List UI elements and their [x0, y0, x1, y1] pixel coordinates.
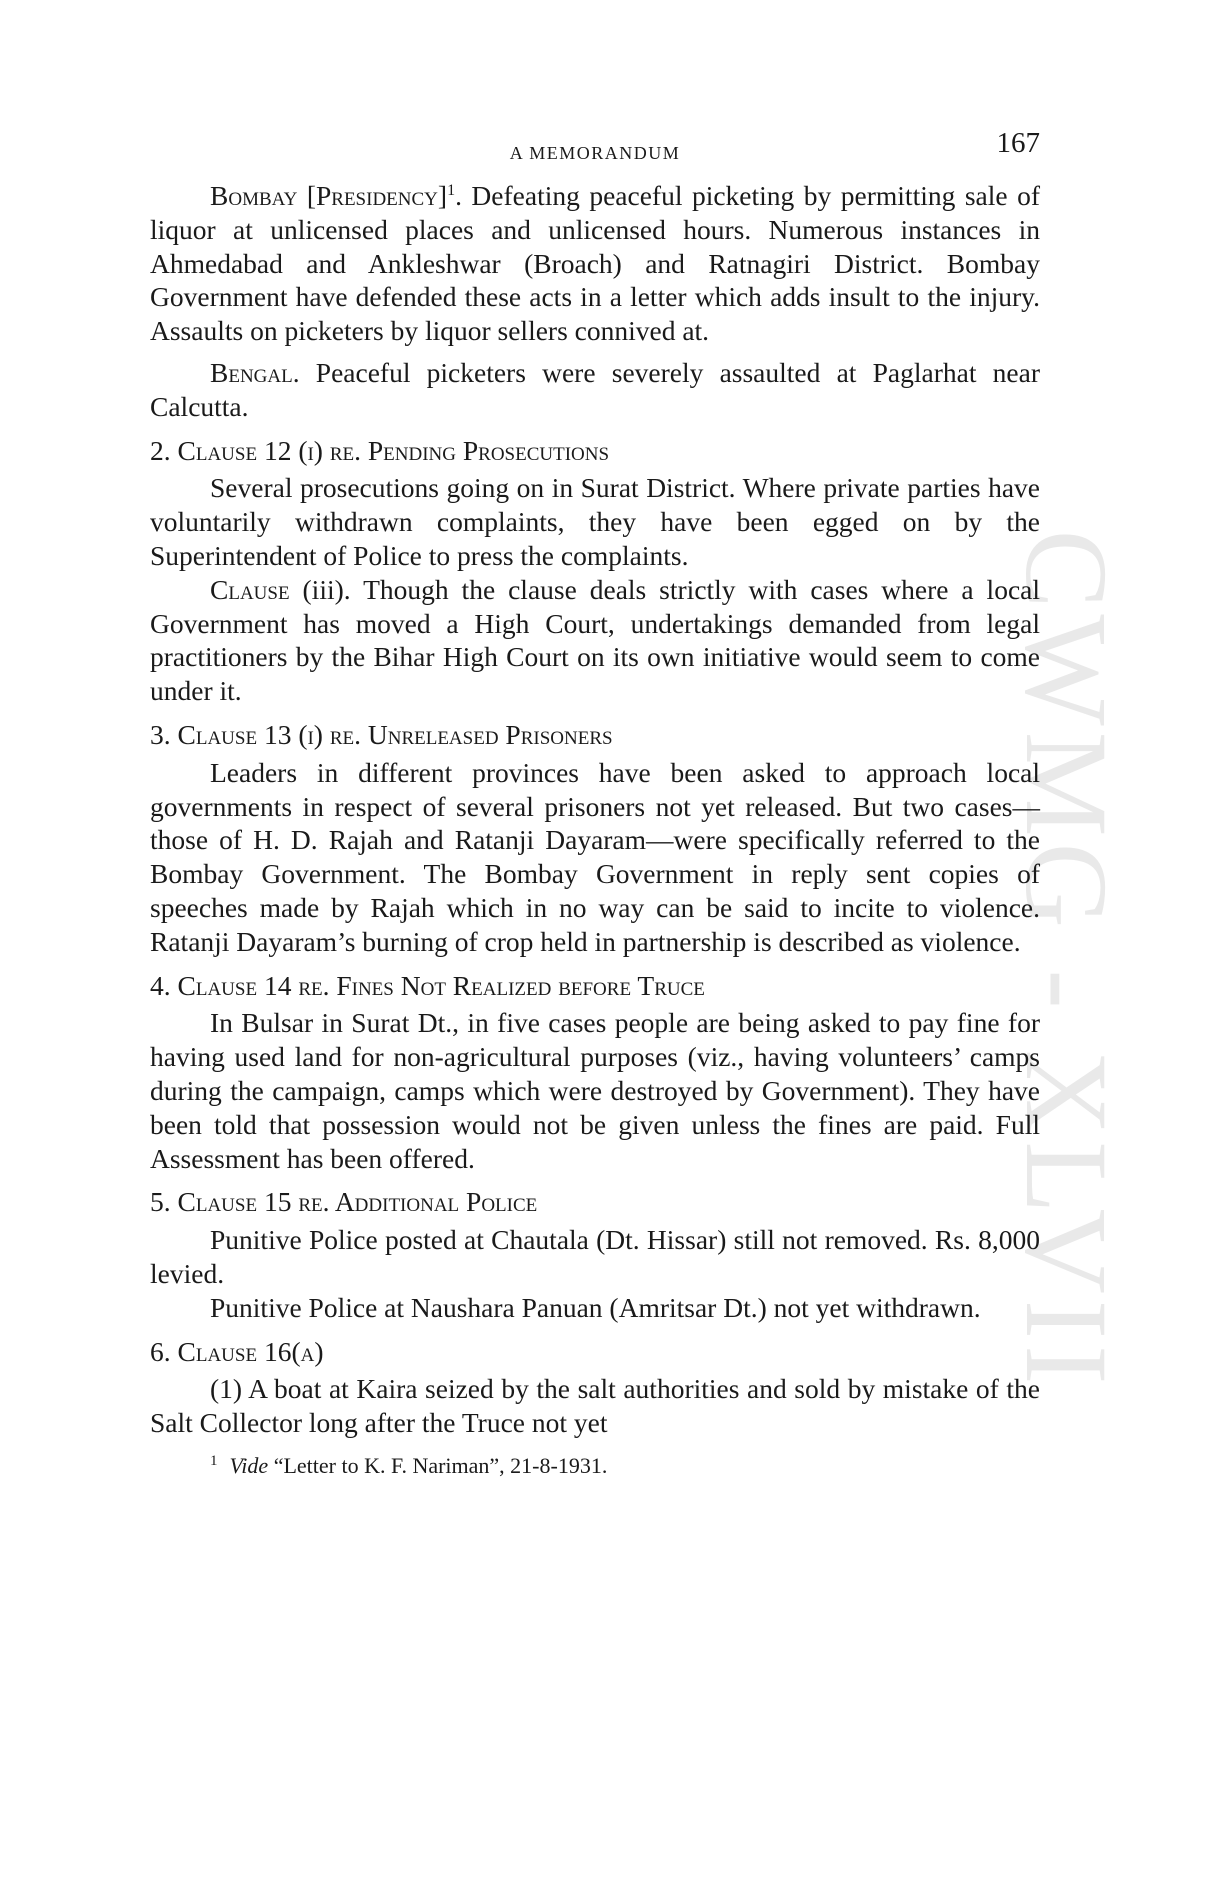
bombay-label: Bombay [Presidency] — [210, 180, 448, 211]
bengal-text: . Peaceful picketers were severely assaulted at Paglarhat near Calcutta. — [150, 356, 1040, 422]
clause-14-text: In Bulsar in Surat Dt., in five cases people are being asked to pay fine for having used land for non-agricultural purposes (viz., having volunteers’ camps during the campaign, camps which were destroyed by Government). They have been told that possession would not be given unless the fines are paid. Full Assessment has been offered. — [150, 1007, 1040, 1174]
footnote — [150, 1452, 1040, 1480]
clause-12-heading: 2. Clause 12 (i) re. Pending Prosecutions — [150, 434, 610, 466]
footnote-ref: 1 — [447, 181, 456, 199]
footnote-marker: 1 — [210, 1452, 218, 1469]
clause-13-text: Leaders in different provinces have been asked to approach local governments in respect of several prisoners not yet released. But two cases—those of H. D. Rajah and Ratanji Dayaram—were specifically referred to the Bombay Government. The Bombay Government in reply sent copies of speeches made by Rajah which in no way can be said to incite to violence. Ratanji Dayaram’s burning of crop held in partnership is described as violence. — [150, 756, 1040, 957]
clause-16-text: (1) A boat at Kaira seized by the salt authorities and sold by mistake of the Salt Collector long after the Truce not yet — [150, 1373, 1040, 1439]
paragraph-bengal — [150, 356, 1040, 424]
clause-iii-text: (iii). Though the clause deals strictly with cases where a local Government has moved a High Court, undertakings demanded from legal practitioners by the Bihar High Court on its own initiative would seem to come under it. — [150, 573, 1040, 707]
page-number: 167 — [996, 127, 1040, 159]
footnote-text: “Letter to K. F. Nariman”, 21-8-1931. — [268, 1452, 608, 1478]
clause-15-text-1: Punitive Police posted at Chautala (Dt. Hissar) still not removed. Rs. 8,000 levied. — [150, 1224, 1040, 1289]
clause-16-heading: 6. Clause 16(a) — [150, 1335, 324, 1367]
clause-14-heading: 4. Clause 14 re. Fines Not Realized before Truce — [150, 969, 705, 1001]
clause-13-heading: 3. Clause 13 (i) re. Unreleased Prisoners — [150, 718, 613, 750]
page-header — [150, 125, 1040, 165]
footnote-vide: Vide — [229, 1452, 269, 1478]
running-title: A MEMORANDUM — [509, 143, 681, 163]
paragraph-bombay — [150, 179, 1040, 348]
clause-15-text-2: Punitive Police at Naushara Panuan (Amritsar Dt.) not yet withdrawn. — [210, 1291, 981, 1323]
bombay-text: . Defeating peaceful picketing by permitting sale of liquor at unlicensed places and unlicensed hours. Numerous instances in Ahmedabad and Ankleshwar (Broach) and Ratnagiri District. Bombay Government have defended these acts in a letter which adds insult to the injury. Assaults on picketers by liquor sellers connived at. — [150, 180, 1040, 347]
clause-15-heading: 5. Clause 15 re. Additional Police — [150, 1186, 538, 1218]
clause-12-text: Several prosecutions going on in Surat District. Where private parties have voluntarily withdrawn complaints, they have been egged on by the Superintendent of Police to press the complaints. — [150, 472, 1040, 571]
clause-iii-label: Clause — [210, 573, 290, 605]
watermark-text: CWMG - XLVII — [1001, 529, 1132, 1391]
clause-12-iii — [150, 573, 1040, 708]
page — [150, 125, 1040, 1480]
bengal-label: Bengal — [210, 356, 293, 388]
